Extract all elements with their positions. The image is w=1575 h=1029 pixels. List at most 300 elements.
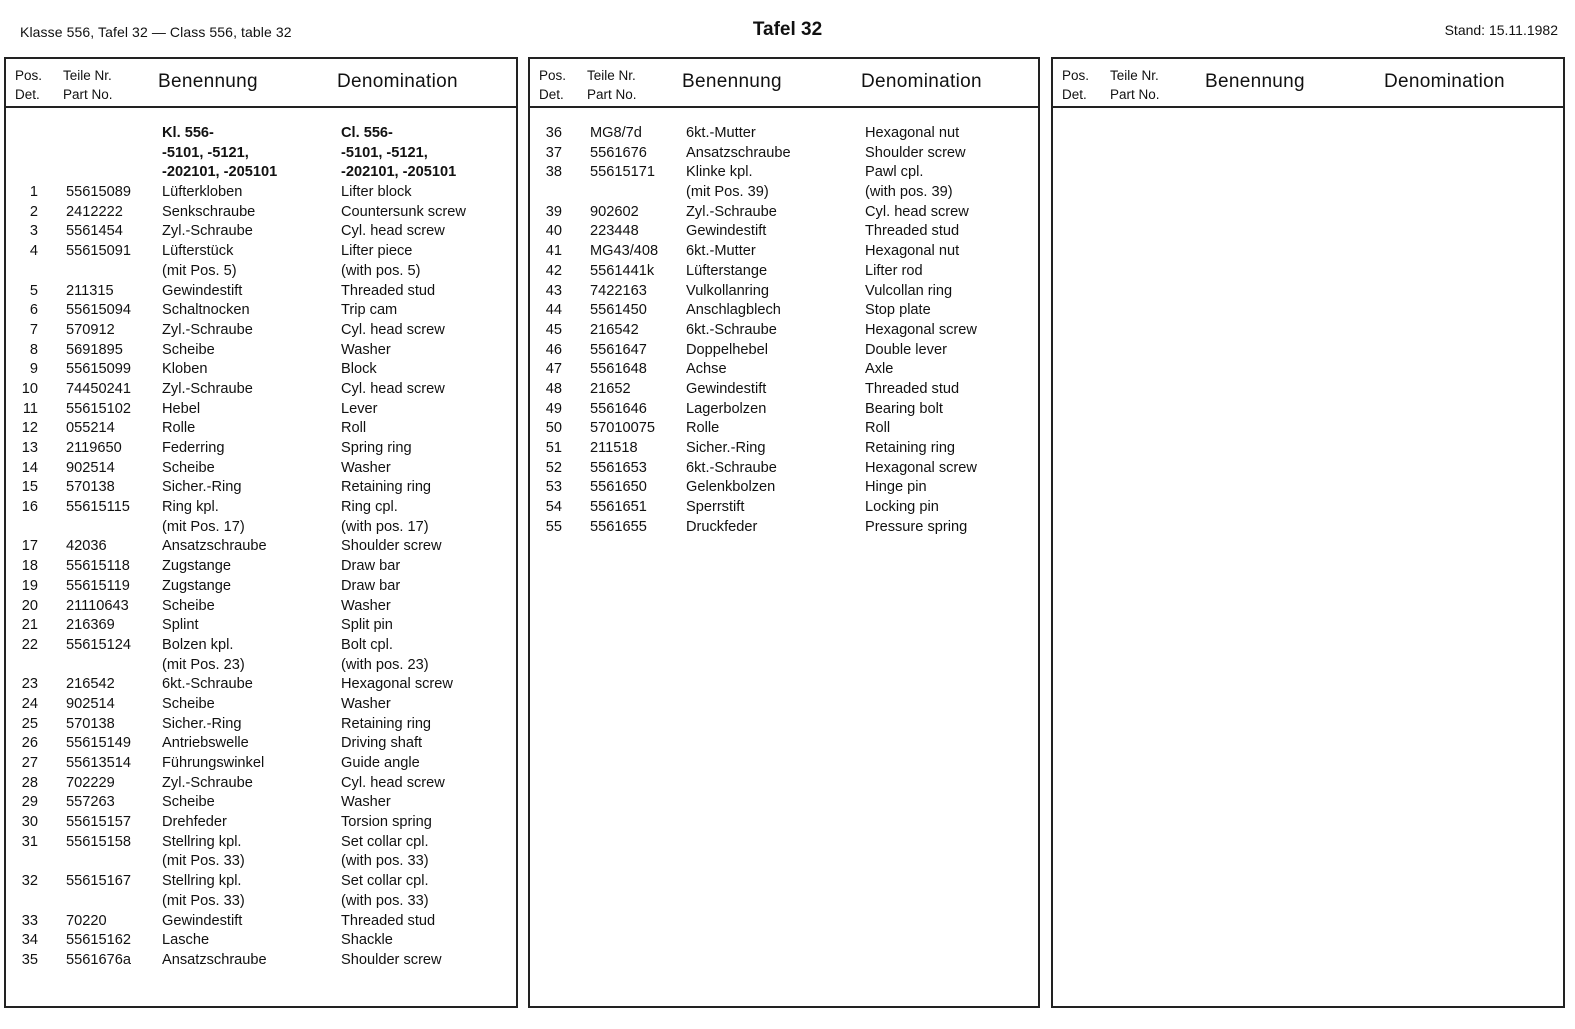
benennung-cell: Gelenkbolzen	[686, 479, 776, 496]
pos-cell: 46	[545, 341, 562, 358]
part-number-cell: 55613514	[66, 755, 131, 771]
table-row	[6, 124, 516, 144]
pos-cell: 6	[29, 302, 38, 319]
part-number-cell: 5561655	[590, 518, 647, 535]
table-row	[530, 321, 1038, 341]
pos-cell: 12	[21, 420, 38, 437]
date-stamp: Stand: 15.11.1982	[1444, 22, 1558, 38]
denomination-cell: Set collar cpl.	[341, 833, 429, 850]
pos-cell: 4	[29, 243, 38, 260]
denomination-cell: Cyl. head screw	[341, 774, 445, 791]
table-row	[6, 262, 516, 282]
table-row	[6, 419, 516, 439]
table-row	[6, 341, 516, 361]
part-number-cell: 55615158	[66, 833, 131, 850]
benennung-cell: (mit Pos. 23)	[162, 656, 245, 673]
denomination-cell: Set collar cpl.	[341, 873, 429, 890]
benennung-cell: Bolzen kpl.	[162, 636, 234, 653]
part-number-cell: 5691895	[66, 341, 123, 358]
pos-cell: 29	[21, 794, 38, 811]
benennung-cell: (mit Pos. 39)	[686, 184, 769, 201]
benennung-cell: Antriebswelle	[162, 735, 249, 752]
part-number-cell: 211518	[590, 440, 638, 456]
part-number-cell: 55615167	[66, 873, 131, 890]
denomination-cell: (with pos. 5)	[341, 262, 421, 279]
benennung-cell: Splint	[162, 617, 199, 634]
benennung-cell: Zyl.-Schraube	[162, 774, 253, 791]
table-row	[6, 852, 516, 872]
panel-2-rows	[530, 124, 1038, 537]
benennung-cell: Lüfterkloben	[162, 184, 243, 201]
benennung-cell: Drehfeder	[162, 814, 227, 831]
denomination-cell: Shoulder screw	[865, 144, 966, 161]
part-number-cell: 55615124	[66, 636, 131, 653]
table-row	[6, 715, 516, 735]
denomination-cell: Guide angle	[341, 755, 420, 771]
denomination-cell: Locking pin	[865, 499, 939, 516]
part-number-cell: 55615162	[66, 932, 131, 949]
pos-cell: 2	[29, 203, 38, 220]
panel-1-rows	[6, 124, 516, 971]
table-row	[6, 774, 516, 794]
part-number-cell: 055214	[66, 420, 115, 437]
part-number-cell: 5561646	[590, 400, 647, 417]
benennung-cell: Zyl.-Schraube	[162, 321, 253, 338]
table-row	[6, 793, 516, 813]
part-number-cell: 5561650	[590, 479, 647, 496]
denomination-cell: Washer	[341, 597, 391, 614]
table-row	[530, 242, 1038, 262]
denomination-cell: Spring ring	[341, 440, 412, 456]
denomination-cell: Torsion spring	[341, 814, 432, 831]
table-row	[530, 262, 1038, 282]
pos-header-line2: Det.	[539, 87, 564, 102]
denomination-cell: (with pos. 39)	[865, 184, 953, 201]
part-number-cell: 55615089	[66, 184, 131, 201]
part-header-line2: Part No.	[63, 87, 113, 102]
part-number-cell: MG43/408	[590, 243, 659, 260]
table-row	[530, 222, 1038, 242]
table-row	[6, 144, 516, 164]
table-row	[530, 341, 1038, 361]
denomination-cell: Hexagonal screw	[341, 676, 453, 693]
pos-cell: 15	[21, 479, 38, 496]
part-number-cell: 570138	[66, 715, 115, 732]
part-number-cell: 570138	[66, 479, 115, 496]
table-row	[530, 301, 1038, 321]
pos-cell: 8	[29, 341, 38, 358]
benennung-cell: 6kt.-Schraube	[686, 459, 777, 476]
page-header-left: Klasse 556, Tafel 32 — Class 556, table 32	[20, 24, 292, 40]
part-number-cell: 216542	[66, 676, 115, 693]
part-header-line2: Part No.	[1110, 87, 1160, 102]
table-row	[6, 577, 516, 597]
parts-panel-1	[4, 57, 518, 1008]
denomination-cell: Hexagonal screw	[865, 321, 977, 338]
benennung-cell: Zugstange	[162, 558, 231, 575]
pos-cell: 37	[545, 144, 562, 161]
part-number-cell: 223448	[590, 223, 639, 240]
pos-cell: 44	[545, 302, 562, 319]
pos-header	[1062, 66, 1089, 104]
benennung-cell: Ansatzschraube	[162, 951, 267, 968]
table-row	[6, 872, 516, 892]
denomination-cell: Stop plate	[865, 302, 931, 319]
part-number-cell: 2119650	[66, 440, 122, 456]
benennung-cell: Lüfterstück	[162, 243, 234, 260]
denomination-cell: Double lever	[865, 341, 947, 358]
panel-3-column-headers	[1053, 59, 1563, 108]
benennung-cell: Schaltnocken	[162, 302, 250, 319]
part-header	[63, 66, 113, 104]
benennung-cell: Stellring kpl.	[162, 873, 242, 890]
pos-header	[539, 66, 566, 104]
benennung-cell: Zyl.-Schraube	[686, 203, 777, 220]
pos-cell: 19	[21, 577, 38, 594]
denomination-cell: Cl. 556-	[341, 125, 393, 141]
benennung-cell: (mit Pos. 17)	[162, 518, 245, 535]
benennung-cell: Rolle	[686, 420, 720, 437]
part-number-cell: 702229	[66, 774, 115, 791]
denomination-cell: Hexagonal screw	[865, 459, 977, 476]
pos-cell: 47	[545, 361, 562, 378]
benennung-cell: Anschlagblech	[686, 302, 781, 319]
table-row	[6, 439, 516, 459]
benennung-cell: (mit Pos. 5)	[162, 262, 237, 279]
benennung-cell: 6kt.-Mutter	[686, 125, 756, 141]
table-row	[6, 518, 516, 538]
denomination-cell: Countersunk screw	[341, 203, 466, 220]
benennung-cell: Federring	[162, 440, 225, 456]
table-row	[530, 282, 1038, 302]
part-number-cell: 5561454	[66, 223, 123, 240]
pos-cell: 1	[29, 184, 38, 201]
part-number-cell: 42036	[66, 538, 107, 555]
benennung-cell: Zyl.-Schraube	[162, 380, 253, 397]
table-row	[6, 203, 516, 223]
benennung-cell: 6kt.-Schraube	[686, 321, 777, 338]
part-number-cell: 5561676a	[66, 951, 131, 968]
pos-cell: 5	[29, 282, 38, 299]
pos-cell: 30	[21, 814, 38, 831]
benennung-cell: 6kt.-Schraube	[162, 676, 253, 693]
pos-cell: 25	[21, 715, 38, 732]
table-row	[530, 163, 1038, 183]
parts-panel-2	[528, 57, 1040, 1008]
benennung-cell: Führungswinkel	[162, 755, 265, 771]
denomination-cell: -5101, -5121,	[341, 144, 428, 161]
benennung-cell: Ansatzschraube	[162, 538, 267, 555]
benennung-cell: Zugstange	[162, 577, 231, 594]
table-row	[6, 675, 516, 695]
table-row	[6, 321, 516, 341]
denomination-cell: (with pos. 33)	[341, 892, 429, 909]
table-row	[530, 360, 1038, 380]
denomination-cell: (with pos. 33)	[341, 853, 429, 870]
denomination-cell: Washer	[341, 695, 391, 712]
table-row	[530, 380, 1038, 400]
part-number-cell: 5561441k	[590, 262, 655, 279]
pos-cell: 36	[545, 125, 562, 141]
denomination-cell: Ring cpl.	[341, 499, 398, 516]
denomination-cell: Roll	[341, 420, 367, 437]
part-header-line1: Teile Nr.	[1110, 68, 1159, 83]
denomination-cell: Bearing bolt	[865, 400, 943, 417]
denomination-cell: (with pos. 23)	[341, 656, 429, 673]
part-number-cell: 5561450	[590, 302, 647, 319]
part-number-cell: 74450241	[66, 380, 131, 397]
benennung-cell: Lüfterstange	[686, 262, 768, 279]
table-row	[6, 301, 516, 321]
denomination-header: Denomination	[1384, 71, 1505, 92]
part-number-cell: 2412222	[66, 203, 123, 220]
benennung-cell: Sperrstift	[686, 499, 745, 516]
table-row	[530, 439, 1038, 459]
table-row	[6, 459, 516, 479]
part-number-cell: 902514	[66, 695, 115, 712]
benennung-cell: -5101, -5121,	[162, 144, 249, 161]
pos-cell: 54	[545, 499, 562, 516]
table-row	[6, 754, 516, 774]
part-number-cell: 55615094	[66, 302, 131, 319]
denomination-cell: Washer	[341, 794, 391, 811]
pos-cell: 38	[545, 164, 562, 181]
benennung-cell: (mit Pos. 33)	[162, 853, 245, 870]
part-number-cell: 5561676	[590, 144, 647, 161]
benennung-header: Benennung	[158, 71, 258, 92]
denomination-cell: Shoulder screw	[341, 538, 442, 555]
part-header-line1: Teile Nr.	[63, 68, 112, 83]
pos-cell: 9	[29, 361, 38, 378]
denomination-cell: Hexagonal nut	[865, 243, 960, 260]
pos-header	[15, 66, 42, 104]
denomination-header: Denomination	[861, 71, 982, 92]
denomination-cell: Axle	[865, 361, 894, 378]
part-number-cell: 7422163	[590, 282, 647, 299]
benennung-cell: Kl. 556-	[162, 125, 214, 141]
pos-cell: 35	[21, 951, 38, 968]
benennung-cell: Scheibe	[162, 341, 215, 358]
table-row	[6, 222, 516, 242]
page-title: Tafel 32	[752, 19, 823, 40]
part-number-cell: MG8/7d	[590, 125, 642, 141]
benennung-cell: 6kt.-Mutter	[686, 243, 756, 260]
benennung-cell: Sicher.-Ring	[162, 715, 242, 732]
denomination-cell: Bolt cpl.	[341, 636, 393, 653]
panel-1-column-headers	[6, 59, 516, 108]
table-row	[530, 183, 1038, 203]
table-row	[530, 419, 1038, 439]
benennung-cell: Scheibe	[162, 794, 215, 811]
benennung-cell: Rolle	[162, 420, 196, 437]
table-row	[6, 242, 516, 262]
benennung-cell: -202101, -205101	[162, 164, 278, 181]
benennung-header: Benennung	[1205, 71, 1305, 92]
table-row	[6, 892, 516, 912]
pos-cell: 10	[21, 380, 38, 397]
table-row	[6, 695, 516, 715]
denomination-cell: Pressure spring	[865, 518, 968, 535]
benennung-cell: Gewindestift	[686, 380, 767, 397]
denomination-cell: Hexagonal nut	[865, 125, 960, 141]
part-number-cell: 70220	[66, 912, 107, 929]
part-number-cell: 55615102	[66, 400, 131, 417]
denomination-cell: Threaded stud	[341, 912, 436, 929]
denomination-cell: Draw bar	[341, 577, 401, 594]
benennung-cell: Senkschraube	[162, 203, 256, 220]
denomination-cell: (with pos. 17)	[341, 518, 429, 535]
pos-cell: 49	[545, 400, 562, 417]
benennung-cell: Druckfeder	[686, 518, 758, 535]
pos-cell: 48	[545, 380, 562, 397]
table-row	[530, 144, 1038, 164]
denomination-cell: Threaded stud	[341, 282, 436, 299]
pos-cell: 43	[545, 282, 562, 299]
pos-cell: 31	[21, 833, 38, 850]
part-number-cell: 55615115	[66, 499, 130, 516]
pos-cell: 3	[29, 223, 38, 240]
pos-cell: 24	[21, 695, 38, 712]
pos-cell: 39	[545, 203, 562, 220]
denomination-cell: Retaining ring	[341, 479, 432, 496]
denomination-cell: Shoulder screw	[341, 951, 442, 968]
denomination-header: Denomination	[337, 71, 458, 92]
pos-cell: 21	[21, 617, 38, 634]
part-number-cell: 57010075	[590, 420, 655, 437]
part-number-cell: 21652	[590, 380, 631, 397]
table-row	[6, 813, 516, 833]
pos-cell: 34	[21, 932, 38, 949]
part-number-cell: 5561648	[590, 361, 647, 378]
table-row	[6, 360, 516, 380]
part-number-cell: 55615157	[66, 814, 131, 831]
part-number-cell: 5561647	[590, 341, 647, 358]
table-row	[6, 656, 516, 676]
denomination-cell: Block	[341, 361, 377, 378]
denomination-cell: Lifter rod	[865, 262, 923, 279]
benennung-cell: Klinke kpl.	[686, 164, 753, 181]
pos-cell: 41	[545, 243, 562, 260]
pos-cell: 18	[21, 558, 38, 575]
benennung-header: Benennung	[682, 71, 782, 92]
pos-cell: 52	[545, 459, 562, 476]
pos-cell: 22	[21, 636, 38, 653]
denomination-cell: Pawl cpl.	[865, 164, 924, 181]
denomination-cell: Draw bar	[341, 558, 401, 575]
benennung-cell: Ring kpl.	[162, 499, 219, 516]
table-row	[530, 498, 1038, 518]
part-number-cell: 55615119	[66, 577, 130, 594]
pos-cell: 33	[21, 912, 38, 929]
part-number-cell: 902602	[590, 203, 639, 220]
pos-header-line1: Pos.	[15, 68, 43, 83]
pos-cell: 14	[21, 459, 38, 476]
benennung-cell: Gewindestift	[162, 282, 243, 299]
denomination-cell: Cyl. head screw	[865, 203, 969, 220]
part-number-cell: 557263	[66, 794, 115, 811]
part-number-cell: 55615149	[66, 735, 131, 752]
benennung-cell: Lagerbolzen	[686, 400, 767, 417]
part-number-cell: 5561651	[590, 499, 647, 516]
benennung-cell: Gewindestift	[686, 223, 767, 240]
denomination-cell: Vulcollan ring	[865, 282, 953, 299]
pos-cell: 7	[29, 321, 38, 338]
part-header	[1110, 66, 1160, 104]
part-number-cell: 55615091	[66, 243, 131, 260]
table-row	[6, 557, 516, 577]
pos-header-line2: Det.	[1062, 87, 1087, 102]
part-number-cell: 21110643	[66, 597, 129, 614]
denomination-cell: Shackle	[341, 932, 393, 949]
table-row	[6, 951, 516, 971]
pos-cell: 28	[21, 774, 38, 791]
benennung-cell: Scheibe	[162, 695, 215, 712]
table-row	[6, 400, 516, 420]
table-row	[6, 498, 516, 518]
table-row	[6, 380, 516, 400]
pos-cell: 16	[21, 499, 38, 516]
denomination-cell: Washer	[341, 341, 391, 358]
pos-cell: 27	[21, 755, 38, 771]
table-row	[530, 124, 1038, 144]
denomination-cell: Lifter piece	[341, 243, 413, 260]
pos-cell: 53	[545, 479, 562, 496]
part-number-cell: 570912	[66, 321, 115, 338]
pos-cell: 20	[21, 597, 38, 614]
table-row	[6, 616, 516, 636]
pos-cell: 42	[545, 262, 562, 279]
part-number-cell: 211315	[66, 282, 114, 299]
benennung-cell: Scheibe	[162, 597, 215, 614]
pos-cell: 32	[21, 873, 38, 890]
table-row	[6, 183, 516, 203]
table-row	[6, 931, 516, 951]
benennung-cell: (mit Pos. 33)	[162, 892, 245, 909]
table-row	[530, 478, 1038, 498]
denomination-cell: Cyl. head screw	[341, 380, 445, 397]
denomination-cell: Driving shaft	[341, 735, 423, 752]
table-row	[6, 833, 516, 853]
table-row	[530, 400, 1038, 420]
pos-cell: 51	[545, 440, 562, 456]
denomination-cell: Retaining ring	[341, 715, 432, 732]
part-number-cell: 902514	[66, 459, 115, 476]
denomination-cell: Lever	[341, 400, 378, 417]
benennung-cell: Hebel	[162, 400, 201, 417]
denomination-cell: Lifter block	[341, 184, 412, 201]
part-header-line1: Teile Nr.	[587, 68, 636, 83]
denomination-cell: Hinge pin	[865, 479, 927, 496]
pos-cell: 45	[545, 321, 562, 338]
benennung-cell: Lasche	[162, 932, 210, 949]
pos-cell: 11	[22, 400, 38, 417]
benennung-cell: Doppelhebel	[686, 341, 768, 358]
pos-cell: 17	[21, 538, 38, 555]
benennung-cell: Kloben	[162, 361, 208, 378]
denomination-cell: Roll	[865, 420, 891, 437]
part-header-line2: Part No.	[587, 87, 637, 102]
benennung-cell: Vulkollanring	[686, 282, 770, 299]
part-number-cell: 55615171	[590, 164, 655, 181]
pos-cell: 40	[545, 223, 562, 240]
denomination-cell: Cyl. head screw	[341, 321, 445, 338]
pos-cell: 23	[21, 676, 38, 693]
benennung-cell: Gewindestift	[162, 912, 243, 929]
benennung-cell: Achse	[686, 361, 727, 378]
benennung-cell: Scheibe	[162, 459, 215, 476]
table-row	[530, 459, 1038, 479]
panel-2-column-headers	[530, 59, 1038, 108]
